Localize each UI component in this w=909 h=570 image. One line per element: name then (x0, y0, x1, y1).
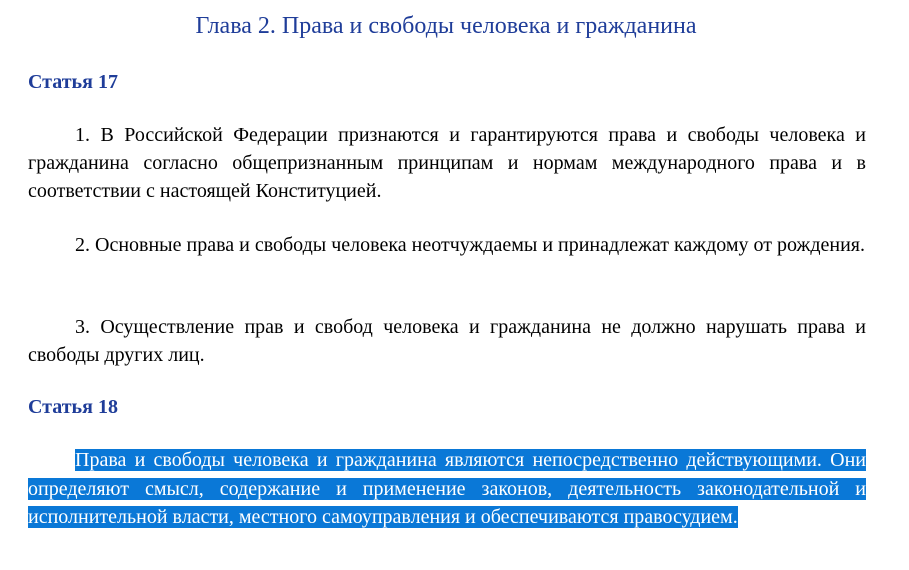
article-17-paragraph-3[interactable]: 3. Осуществление прав и свобод человека и гражданина не должно нарушать права и свободы других лиц. (28, 316, 866, 366)
article-17-paragraph-1[interactable]: 1. В Российской Федерации признаются и гарантируются права и свободы человека и гражданина согласно общепризнанным принципам и нормам международного права и в соответствии с настоящей Конституцией. (28, 124, 866, 202)
article-17-heading: Статья 17 (28, 71, 118, 93)
selected-text-highlight[interactable]: Права и свободы человека и гражданина являются непосредственно действующими. Они определяют смысл, содержание и применение законов, деятельность законодательной и исполнительной власти, местного самоуправления и обеспечиваются правосудием. (28, 449, 866, 528)
article-18-heading: Статья 18 (28, 396, 118, 418)
article-18-paragraph-1[interactable] (28, 446, 866, 532)
article-17-paragraph-2[interactable]: 2. Основные права и свободы человека неотчуждаемы и принадлежат каждому от рождения. (75, 234, 865, 256)
chapter-title: Глава 2. Права и свободы человека и гражданина (195, 13, 697, 39)
